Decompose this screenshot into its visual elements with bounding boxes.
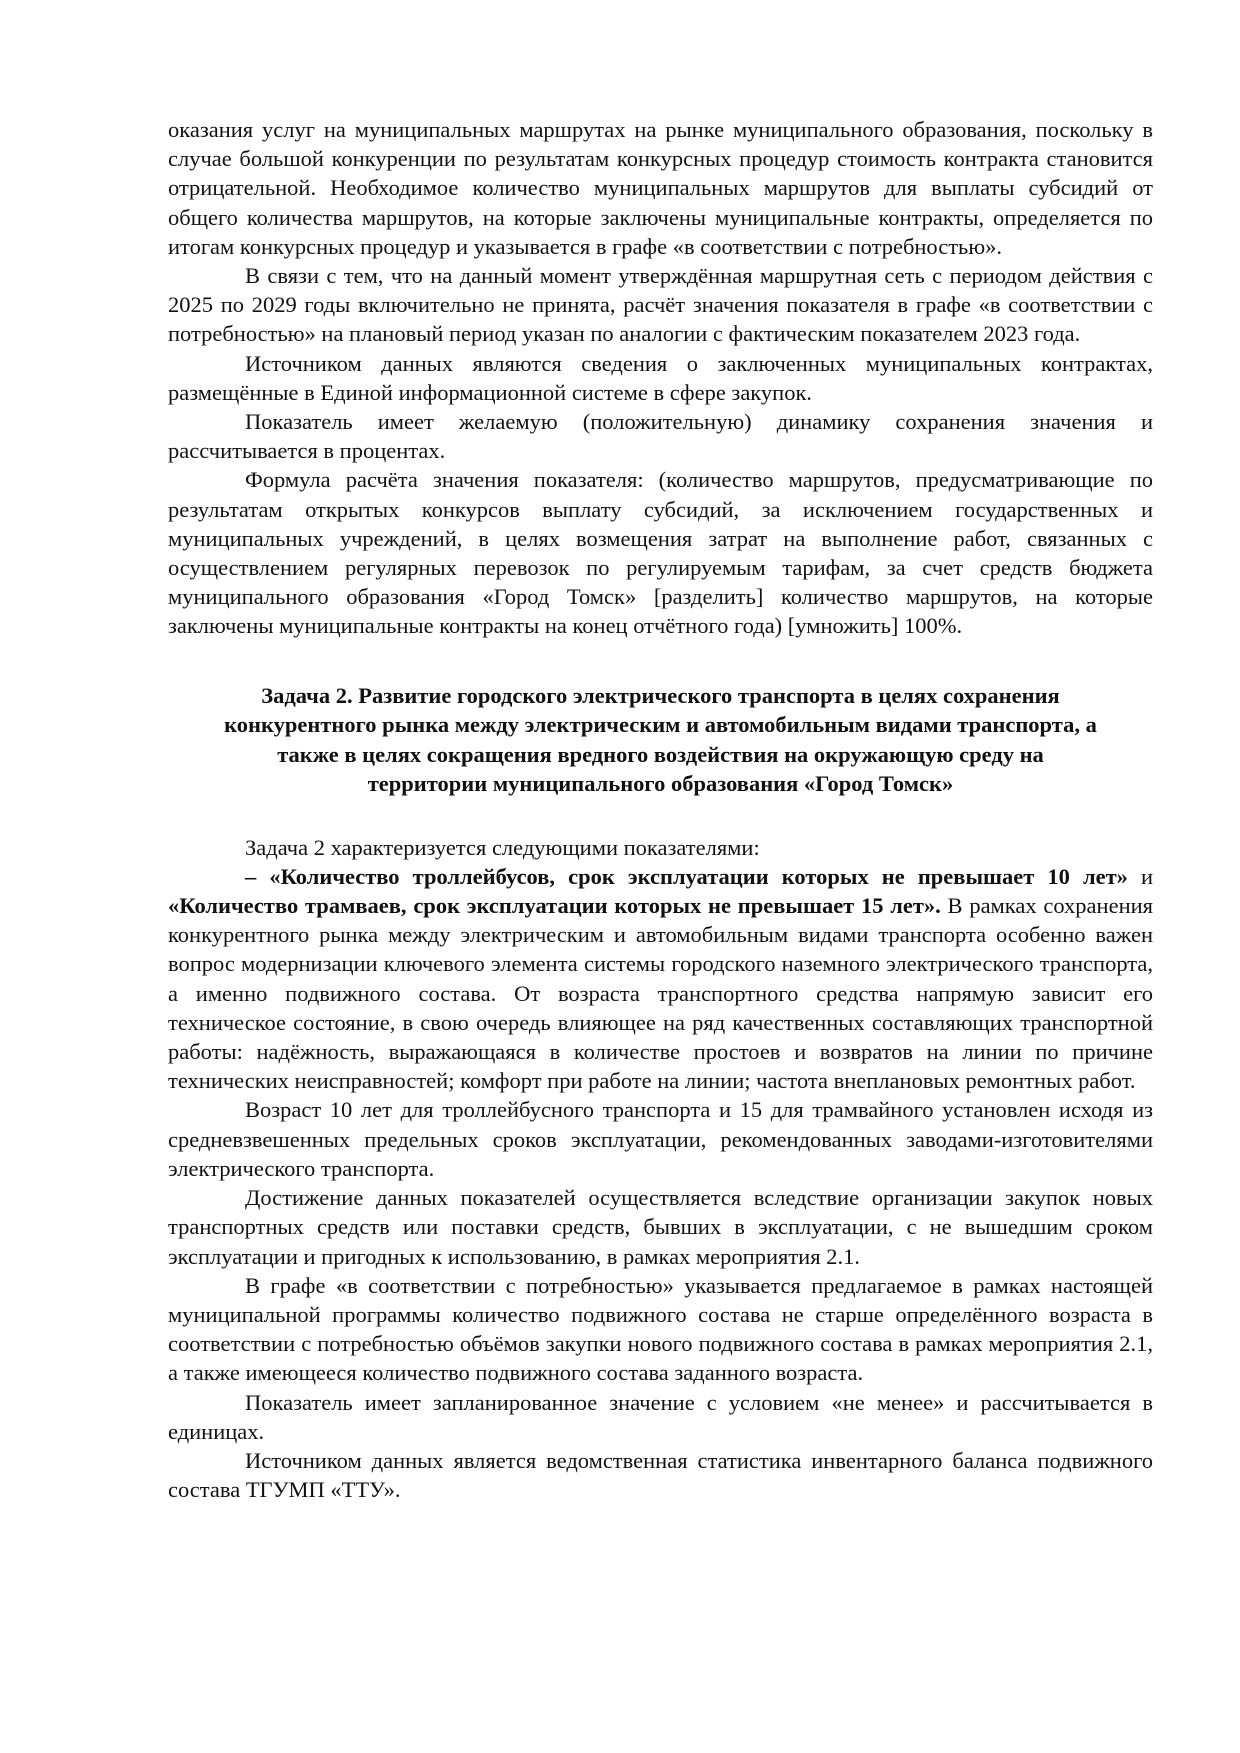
paragraph-achievement: Достижение данных показателей осуществляется вследствие организации закупок новых транспортных средств или поставки средств, бывших в эксплуатации, с не вышедшим сроком эксплуатации и пригодных к использованию, в рамках мероприятия 2.1. [168, 1185, 1153, 1269]
paragraph-need-column: В графе «в соответствии с потребностью» указывается предлагаемое в рамках настоящей муниципальной программы количество подвижного состава не старше определённого возраста в соответствии с потребностью объёмов закупки нового подвижного состава в рамках мероприятия 2.1, а также имеющееся количество подвижного состава заданного возраста. [168, 1272, 1153, 1386]
paragraph-planned-value: Показатель имеет запланированное значение с условием «не менее» и рассчитывается в единицах. [168, 1389, 1153, 1444]
heading-line-2: конкурентного рынка между электрическим и автомобильным видами транспорта, а [224, 712, 1097, 738]
paragraph-4: Показатель имеет желаемую (положительную) динамику сохранения значения и рассчитывается в процентах. [168, 409, 1153, 464]
paragraph-3: Источником данных являются сведения о заключенных муниципальных контрактах, размещённые в Единой информационной системе в сфере закупок. [168, 350, 1153, 405]
paragraph-age-threshold: Возраст 10 лет для троллейбусного транспорта и 15 для трамвайного установлен исходя из средневзвешенных предельных сроков эксплуатации, рекомендованных заводами-изготовителями электрического транспорта. [168, 1097, 1153, 1181]
task-2-heading [168, 681, 1153, 799]
indicator-description: В рамках сохранения конкурентного рынка между электрическим и автомобильным видами транспорта особенно важен вопрос модернизации ключевого элемента системы городского наземного электрического транспорта, а именно подвижного состава. От возраста транспортного средства напрямую зависит его техническое состояние, в свою очередь влияющее на ряд качественных составляющих транспортной работы: надёжность, выражающаяся в количестве простоев и возвратов на линии по причине технических неисправностей; комфорт при работе на линии; частота внеплановых ремонтных работ. [168, 893, 1154, 1094]
indicator-tram: «Количество трамваев, срок эксплуатации которых не превышает 15 лет». [168, 893, 941, 919]
paragraph-5-formula: Формула расчёта значения показателя: (количество маршрутов, предусматривающие по результатам открытых конкурсов выплату субсидий, за исключением государственных и муниципальных учреждений, в целях возмещения затрат на выполнение работ, связанных с осуществлением регулярных перевозок по регулируемым тарифам, за счет средств бюджета муниципального образования «Город Томск» [разделить] количество маршрутов, на которые заключены муниципальные контракты на конец отчётного года) [умножить] 100%. [168, 467, 1153, 639]
document-page [168, 115, 1153, 1504]
indicator-conjunction: и [1127, 863, 1153, 889]
indicator-trolleybus: – «Количество троллейбусов, срок эксплуатации которых не превышает 10 лет» [245, 863, 1128, 889]
paragraph-indicators [168, 862, 1153, 1096]
paragraph-2: В связи с тем, что на данный момент утверждённая маршрутная сеть с периодом действия с 2025 по 2029 годы включительно не принята, расчёт значения показателя в графе «в соответствии с потребностью» на плановый период указан по аналогии с фактическим показателем 2023 года. [168, 263, 1153, 347]
heading-line-3: также в целях сокращения вредного воздействия на окружающую среду на [277, 741, 1044, 767]
paragraph-task-2-intro: Задача 2 характеризуется следующими показателями: [245, 834, 760, 860]
paragraph-1: оказания услуг на муниципальных маршрутах на рынке муниципального образования, поскольку в случае большой конкуренции по результатам конкурсных процедур стоимость контракта становится отрицательной. Необходимое количество муниципальных маршрутов для выплаты субсидий от общего количества маршрутов, на которые заключены муниципальные контракты, определяется по итогам конкурсных процедур и указывается в графе «в соответствии с потребностью». [168, 117, 1153, 259]
heading-line-1: Задача 2. Развитие городского электрического транспорта в целях сохранения [261, 682, 1060, 708]
heading-line-4: территории муниципального образования «Город Томск» [367, 771, 954, 797]
paragraph-data-source: Источником данных является ведомственная статистика инвентарного баланса подвижного состава ТГУМП «ТТУ». [168, 1447, 1153, 1503]
